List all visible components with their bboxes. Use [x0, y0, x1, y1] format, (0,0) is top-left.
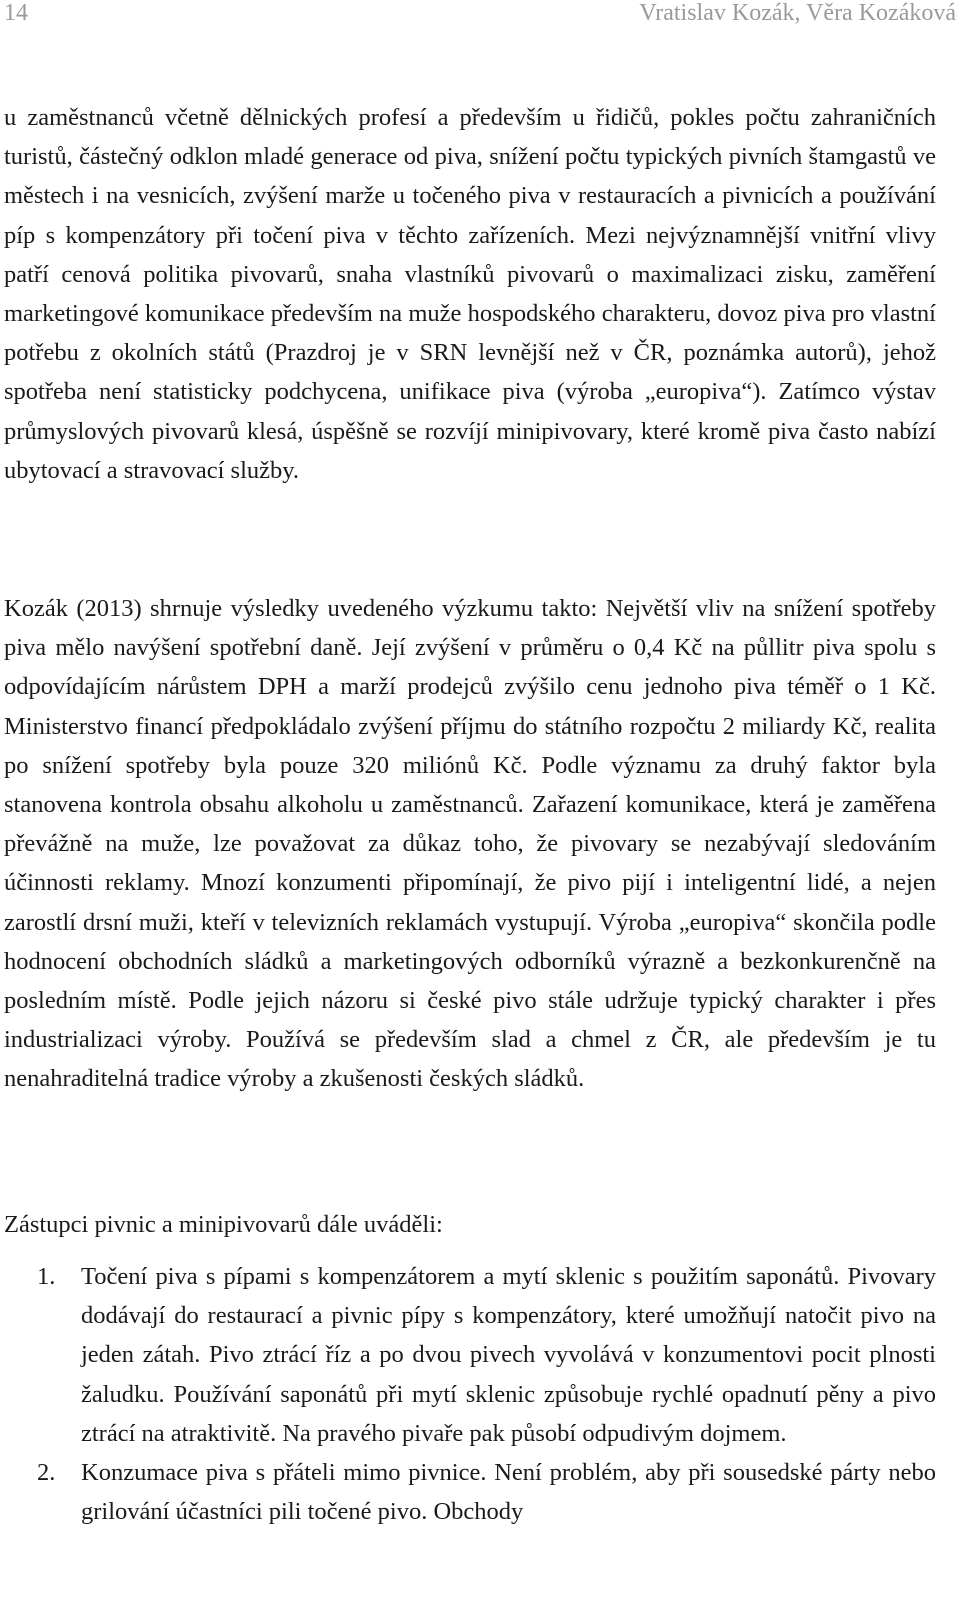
list-item-number: 2.: [37, 1459, 56, 1487]
list-item-text: Konzumace piva s přáteli mimo pivnice. Není problém, aby při sousedské párty nebo grilování účastníci pili točené pivo. Obchody: [81, 1459, 936, 1526]
list-item-number: 1.: [37, 1263, 56, 1290]
body-paragraph-2: Kozák (2013) shrnuje výsledky uvedeného výzkumu takto: Největší vliv na snížení spotřeby piva mělo navýšení spotřební daně. Její zvýšení v průměru o 0,4 Kč na půllitr piva spolu s odpovídajícím nárůstem DPH a marží prodejců zvýšilo cenu jednoho piva téměř o 1 Kč. Ministerstvo financí předpokládalo zvýšení příjmu do státního rozpočtu 2 miliardy Kč, realita po snížení spotřeby byla pouze 320 miliónů Kč. Podle významu za druhý faktor byla stanovena kontrola obsahu alkoholu u zaměstnanců. Zařazení komunikace, která je zaměřena převážně na muže, lze považovat za důkaz toho, že pivovary se nezabývají sledováním účinnosti reklamy. Mnozí konzumenti připomínají, že pivo pijí i inteligentní lidé, a nejen zarostlí drsní muži, kteří v televizních reklamách vystupují. Výroba „europiva“ skončila podle hodnocení obchodních sládků a marketingových odborníků výrazně a bezkonkurenčně na posledním místě. Podle jejich názoru si české pivo stále udržuje typický charakter i přes industrializaci výroby. Používá se především slad a chmel z ČR, ale především je tu nenahraditelná tradice výroby a zkušenosti českých sládků.: [4, 595, 936, 1093]
numbered-list: [4, 1257, 936, 1531]
body-paragraph-1: u zaměstnanců včetně dělnických profesí a především u řidičů, pokles počtu zahraničních turistů, částečný odklon mladé generace od piva, snížení počtu typických pivních štamgastů ve městech i na vesnicích, zvýšení marže u točeného piva v restauracích a pivnicích a používání píp s kompenzátory při točení piva v těchto zařízeních. Mezi nejvýznamnější vnitřní vlivy patří cenová politika pivovarů, snaha vlastníků pivovarů o maximalizaci zisku, zaměření marketingové komunikace především na muže hospodského charakteru, dovoz piva pro vlastní potřebu z okolních států (Prazdroj je v SRN levnější než v ČR, poznámka autorů), jehož spotřeba není statisticky podchycena, unifikace piva (výroba „europiva“). Zatímco výstav průmyslových pivovarů klesá, úspěšně se rozvíjí minipivovary, které kromě piva často nabízí ubytovací a stravovací služby.: [4, 104, 936, 484]
page-number: 14: [4, 0, 28, 26]
list-item: [4, 1453, 936, 1531]
body-paragraph-3: Zástupci pivnic a minipivovarů dále uváděli:: [4, 1211, 443, 1238]
running-head: Vratislav Kozák, Věra Kozáková: [639, 0, 956, 26]
page-header: [4, 0, 956, 30]
list-item: [4, 1257, 936, 1453]
list-item-text: Točení piva s pípami s kompenzátorem a mytí sklenic s použitím saponátů. Pivovary dodávají do restaurací a pivnic pípy s kompenzátory, které umožňují natočit pivo na jeden zátah. Pivo ztrácí říz a po dvou pivech vyvolává v konzumentovi pocit plnosti žaludku. Používání saponátů při mytí sklenic způsobuje rychlé opadnutí pěny a pivo ztrácí na atraktivitě. Na pravého pivaře pak působí odpudivým dojmem.: [81, 1263, 936, 1447]
